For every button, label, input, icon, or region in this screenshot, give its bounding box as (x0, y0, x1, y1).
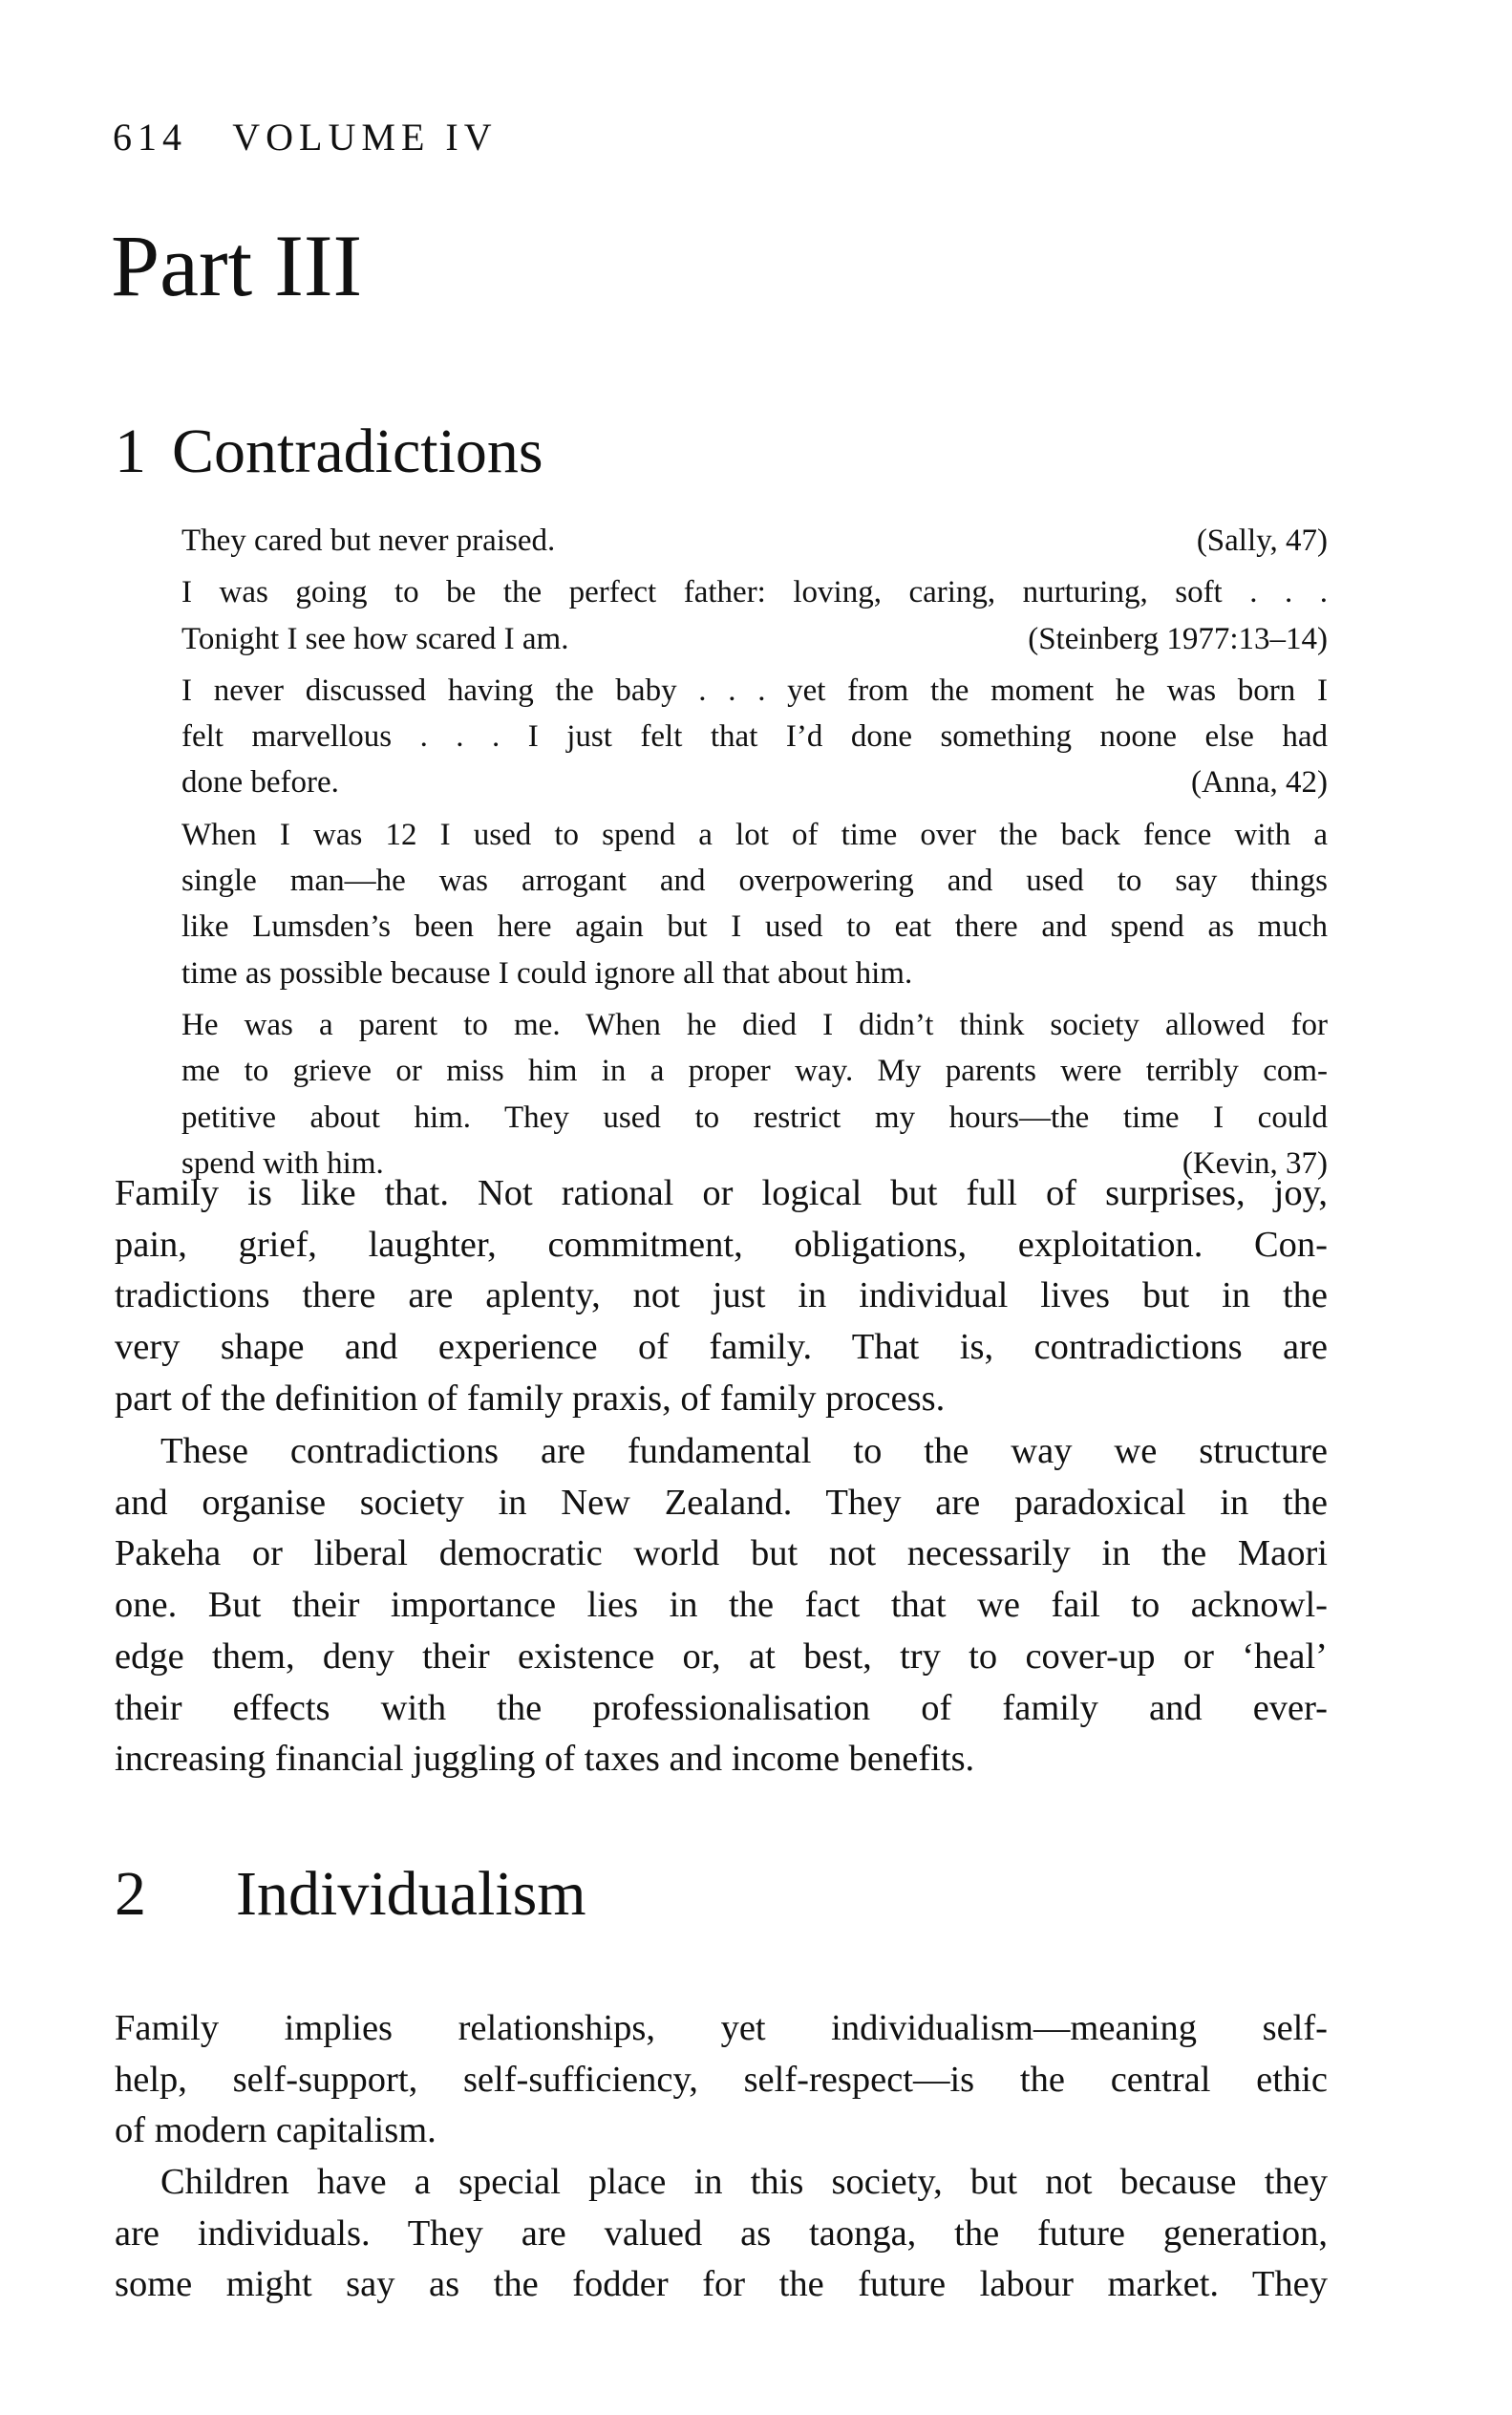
quote-source: (Steinberg 1977:13–14) (1028, 621, 1328, 656)
quote-line-with-source (181, 616, 1328, 662)
quote-line: spend with him. (181, 1145, 384, 1181)
paragraph-line: Family is like that. Not rational or logical but full of surprises, joy, (115, 1173, 1328, 1213)
section-heading-individualism (115, 1859, 586, 1929)
quote-line: They cared but never praised. (181, 524, 556, 558)
quote-source: (Anna, 42) (1191, 765, 1328, 801)
body-paragraph (115, 1168, 1328, 1425)
quote-back-fence (181, 812, 1328, 996)
paragraph-line: of modern capitalism. (115, 2110, 437, 2151)
quote-source: (Sally, 47) (1196, 524, 1328, 558)
paragraph-line: one. But their importance lies in the fact that we fail to acknowl- (115, 1585, 1328, 1626)
body-paragraph (115, 2003, 1328, 2157)
quote-line: petitive about him. They used to restrict my hours—the time I could (181, 1100, 1328, 1135)
quote-line: Tonight I see how scared I am. (181, 621, 569, 656)
paragraph-line: increasing financial juggling of taxes and income benefits. (115, 1739, 975, 1780)
quote-line: He was a parent to me. When he died I didn’t think society allowed for (181, 1007, 1328, 1042)
section-number: 1 (115, 417, 146, 486)
body-paragraph (115, 2157, 1328, 2311)
epigraph-quotes (181, 518, 1328, 1186)
section-number: 2 (115, 1859, 146, 1929)
paragraph-line: tradictions there are aplenty, not just in individual lives but in the (115, 1275, 1328, 1316)
quote-line-with-source (181, 518, 1328, 564)
section-title: Contradictions (172, 417, 543, 486)
quote-kevin (181, 1002, 1328, 1186)
paragraph-line: help, self-support, self-sufficiency, self-respect—is the central ethic (115, 2059, 1328, 2100)
paragraph-line: part of the definition of family praxis, of family process. (115, 1378, 946, 1419)
paragraph-line: their effects with the professionalisation of family and ever- (115, 1687, 1328, 1728)
page-number: 614 (113, 116, 187, 159)
quote-line: done before. (181, 765, 339, 801)
quote-line: I never discussed having the baby . . . yet from the moment he was born I (181, 673, 1328, 708)
quote-line: me to grieve or miss him in a proper way. My parents were terribly com- (181, 1054, 1328, 1089)
running-head (113, 115, 498, 160)
paragraph-line: These contradictions are fundamental to the way we structure (160, 1431, 1328, 1471)
paragraph-line: are individuals. They are valued as taonga, the future generation, (115, 2212, 1328, 2254)
quote-sally (181, 518, 1328, 564)
quote-anna (181, 668, 1328, 806)
paragraph-line: Children have a special place in this society, but not because they (160, 2162, 1328, 2202)
paragraph-line: edge them, deny their existence or, at best, try to cover-up or ‘heal’ (115, 1635, 1328, 1677)
quote-line: I was going to be the perfect father: loving, caring, nurturing, soft . . . (181, 575, 1328, 610)
quote-line: single man—he was arrogant and overpowering and used to say things (181, 864, 1328, 899)
quote-line: like Lumsden’s been here again but I used to eat there and spend as much (181, 909, 1328, 945)
paragraph-line: pain, grief, laughter, commitment, obligations, exploitation. Con- (115, 1224, 1328, 1265)
paragraph-line: very shape and experience of family. That is, contradictions are (115, 1327, 1328, 1368)
section-title: Individualism (236, 1859, 586, 1929)
section-heading-contradictions (115, 417, 543, 486)
paragraph-line: Pakeha or liberal democratic world but not necessarily in the Maori (115, 1533, 1328, 1574)
paragraph-line: Family implies relationships, yet individualism—meaning self- (115, 2008, 1328, 2048)
quote-line-with-source (181, 759, 1328, 805)
quote-line: time as possible because I could ignore all that about him. (181, 955, 913, 991)
volume-label: VOLUME IV (232, 116, 498, 159)
paragraph-line: and organise society in New Zealand. They are paradoxical in the (115, 1482, 1328, 1523)
quote-source: (Kevin, 37) (1182, 1145, 1328, 1181)
quote-line: felt marvellous . . . I just felt that I’d done something noone else had (181, 719, 1328, 755)
part-title: Part III (111, 217, 363, 314)
paragraph-line: some might say as the fodder for the future labour market. They (115, 2264, 1328, 2305)
body-paragraph (115, 1426, 1328, 1785)
quote-steinberg (181, 569, 1328, 662)
quote-line: When I was 12 I used to spend a lot of time over the back fence with a (181, 817, 1328, 852)
